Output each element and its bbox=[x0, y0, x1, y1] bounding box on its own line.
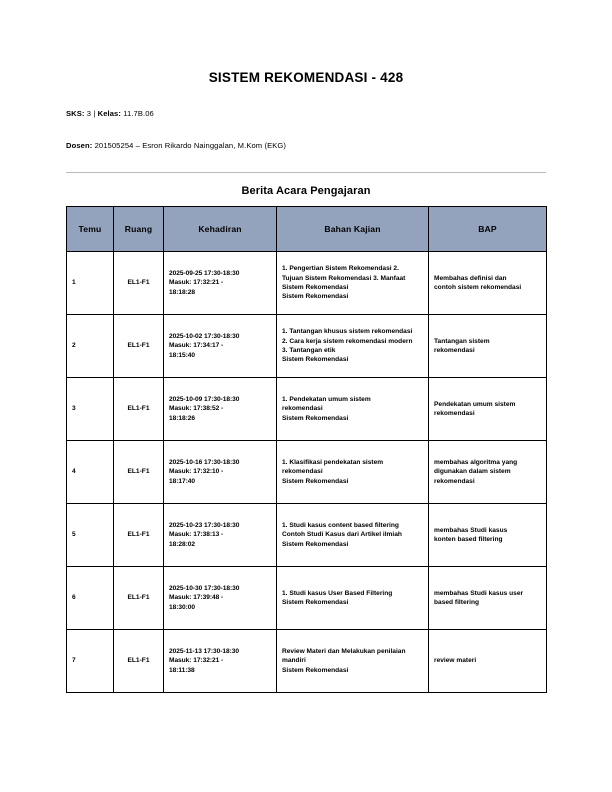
table-body bbox=[67, 252, 547, 693]
cell-ruang: EL1-F1 bbox=[114, 504, 164, 567]
cell-temu: 2 bbox=[67, 315, 114, 378]
cell-ruang: EL1-F1 bbox=[114, 567, 164, 630]
kajian-line-1: 1. Pendekatan umum sistem bbox=[282, 395, 371, 403]
column-header-temu: Temu bbox=[67, 207, 114, 252]
cell-bahan-kajian bbox=[277, 378, 429, 441]
kajian-line-2: 2. Cara kerja sistem rekomendasi modern bbox=[282, 337, 413, 345]
cell-temu: 7 bbox=[67, 630, 114, 693]
kajian-line-2: rekomendasi bbox=[282, 468, 323, 476]
cell-kehadiran bbox=[164, 567, 277, 630]
column-header-bahan-kajian: Bahan Kajian bbox=[277, 207, 429, 252]
kajian-line-4: Sistem Rekomendasi bbox=[282, 293, 349, 301]
kehadiran-line-3: 18:18:26 bbox=[169, 414, 195, 422]
kajian-line-2: Sistem Rekomendasi bbox=[282, 599, 349, 606]
cell-bahan-kajian bbox=[277, 504, 429, 567]
cell-bap bbox=[429, 252, 547, 315]
kehadiran-line-2: Masuk: 17:32:10 - bbox=[169, 468, 224, 476]
cell-bap bbox=[429, 630, 547, 693]
kehadiran-line-1: 2025-09-25 17:30-18:30 bbox=[169, 269, 240, 277]
bap-line-1: Membahas definisi dan bbox=[434, 274, 507, 282]
kehadiran-line-3: 18:15:40 bbox=[169, 351, 195, 359]
dosen-label: Dosen: bbox=[66, 141, 93, 150]
column-header-kehadiran: Kehadiran bbox=[164, 207, 277, 252]
kehadiran-line-1: 2025-10-30 17:30-18:30 bbox=[169, 584, 240, 592]
bap-line-1: membahas Studi kasus bbox=[434, 526, 508, 534]
kehadiran-line-2: Masuk: 17:32:21 - bbox=[169, 657, 224, 665]
document-content bbox=[66, 0, 546, 693]
kehadiran-line-1: 2025-10-16 17:30-18:30 bbox=[169, 458, 240, 466]
cell-bap bbox=[429, 315, 547, 378]
kajian-line-3: Sistem Rekomendasi bbox=[282, 477, 349, 485]
cell-bap bbox=[429, 441, 547, 504]
kajian-line-3: Sistem Rekomendasi bbox=[282, 284, 349, 291]
horizontal-divider bbox=[66, 172, 546, 173]
table-row bbox=[67, 252, 547, 315]
cell-kehadiran bbox=[164, 315, 277, 378]
kajian-line-1: 1. Tantangan khusus sistem rekomendasi bbox=[282, 328, 413, 336]
kehadiran-line-2: Masuk: 17:39:48 - bbox=[169, 594, 224, 602]
sks-value: 3 bbox=[86, 109, 92, 118]
cell-bahan-kajian bbox=[277, 630, 429, 693]
bap-line-1: membahas algoritma yang bbox=[434, 458, 518, 466]
bap-line-2: based filtering bbox=[434, 599, 480, 606]
cell-bahan-kajian bbox=[277, 441, 429, 504]
kehadiran-line-3: 18:11:38 bbox=[169, 666, 195, 674]
cell-kehadiran bbox=[164, 252, 277, 315]
table-row bbox=[67, 378, 547, 441]
cell-ruang: EL1-F1 bbox=[114, 252, 164, 315]
bap-line-1: Pendekatan umum sistem bbox=[434, 400, 516, 408]
bap-line-1: review materi bbox=[434, 657, 477, 665]
kajian-line-3: Sistem Rekomendasi bbox=[282, 540, 349, 548]
cell-ruang: EL1-F1 bbox=[114, 441, 164, 504]
cell-temu: 6 bbox=[67, 567, 114, 630]
kajian-line-2: mandiri bbox=[282, 657, 306, 665]
meta-separator: | bbox=[93, 109, 96, 118]
page-title: SISTEM REKOMENDASI - 428 bbox=[208, 70, 404, 85]
dosen-value: 201505254 – Esron Rikardo Nainggalan, M.Kom (EKG) bbox=[94, 141, 287, 150]
cell-bahan-kajian bbox=[277, 315, 429, 378]
bap-line-2: konten based filtering bbox=[434, 536, 503, 543]
cell-kehadiran bbox=[164, 441, 277, 504]
kajian-line-1: 1. Studi kasus content based filtering bbox=[282, 521, 399, 529]
sks-label: SKS: bbox=[66, 109, 85, 118]
cell-bap bbox=[429, 567, 547, 630]
table-row bbox=[67, 504, 547, 567]
table-row bbox=[67, 567, 547, 630]
cell-ruang: EL1-F1 bbox=[114, 630, 164, 693]
kehadiran-line-3: 18:30:00 bbox=[169, 603, 195, 611]
bap-line-1: Tantangan sistem bbox=[434, 337, 490, 345]
lecturer-meta-line bbox=[66, 141, 546, 150]
kajian-line-2: rekomendasi bbox=[282, 405, 323, 413]
kajian-line-1: 1. Klasifikasi pendekatan sistem bbox=[282, 458, 384, 466]
kehadiran-line-1: 2025-11-13 17:30-18:30 bbox=[169, 647, 240, 655]
kajian-line-3: Sistem Rekomendasi bbox=[282, 666, 349, 674]
kelas-value: 11.7B.06 bbox=[123, 109, 154, 118]
cell-ruang: EL1-F1 bbox=[114, 315, 164, 378]
cell-temu: 3 bbox=[67, 378, 114, 441]
bap-line-2: rekomendasi bbox=[434, 347, 475, 354]
bap-line-2: contoh sistem rekomendasi bbox=[434, 284, 522, 291]
kehadiran-line-2: Masuk: 17:38:52 - bbox=[169, 405, 224, 413]
cell-bap bbox=[429, 504, 547, 567]
table-row bbox=[67, 441, 547, 504]
cell-temu: 5 bbox=[67, 504, 114, 567]
kehadiran-line-1: 2025-10-09 17:30-18:30 bbox=[169, 395, 240, 403]
kehadiran-line-3: 18:28:02 bbox=[169, 540, 195, 548]
cell-temu: 1 bbox=[67, 252, 114, 315]
cell-bahan-kajian bbox=[277, 567, 429, 630]
kehadiran-line-3: 18:17:40 bbox=[169, 477, 195, 485]
column-header-ruang: Ruang bbox=[114, 207, 164, 252]
bap-line-2: digunakan dalam sistem bbox=[434, 468, 511, 476]
kehadiran-line-1: 2025-10-23 17:30-18:30 bbox=[169, 521, 240, 529]
cell-kehadiran bbox=[164, 630, 277, 693]
kajian-line-2: Contoh Studi Kasus dari Artikel ilmiah bbox=[282, 531, 402, 539]
table-row bbox=[67, 315, 547, 378]
bap-line-2: rekomendasi bbox=[434, 410, 475, 417]
kelas-label: Kelas: bbox=[97, 109, 122, 118]
teaching-log-table bbox=[66, 206, 547, 693]
kajian-line-3: Sistem Rekomendasi bbox=[282, 414, 349, 422]
kajian-line-1: 1. Studi kasus User Based Filtering bbox=[282, 589, 393, 597]
course-meta-line bbox=[66, 109, 546, 118]
kehadiran-line-3: 18:18:28 bbox=[169, 288, 195, 296]
table-header bbox=[67, 207, 547, 252]
kehadiran-line-2: Masuk: 17:32:21 - bbox=[169, 279, 224, 287]
kajian-line-1: Review Materi dan Melakukan penilaian bbox=[282, 647, 406, 655]
bap-line-1: membahas Studi kasus user bbox=[434, 589, 524, 597]
kajian-line-1: 1. Pengertian Sistem Rekomendasi 2. bbox=[282, 265, 399, 273]
section-title: Berita Acara Pengajaran bbox=[241, 185, 371, 197]
cell-bap bbox=[429, 378, 547, 441]
cell-temu: 4 bbox=[67, 441, 114, 504]
cell-ruang: EL1-F1 bbox=[114, 378, 164, 441]
cell-kehadiran bbox=[164, 504, 277, 567]
table-row bbox=[67, 630, 547, 693]
kehadiran-line-1: 2025-10-02 17:30-18:30 bbox=[169, 332, 240, 340]
bap-line-3: rekomendasi bbox=[434, 477, 475, 485]
cell-kehadiran bbox=[164, 378, 277, 441]
column-header-bap: BAP bbox=[429, 207, 547, 252]
kehadiran-line-2: Masuk: 17:38:13 - bbox=[169, 531, 224, 539]
kehadiran-line-2: Masuk: 17:34:17 - bbox=[169, 342, 224, 350]
kajian-line-2: Tujuan Sistem Rekomendasi 3. Manfaat bbox=[282, 274, 406, 282]
kajian-line-4: Sistem Rekomendasi bbox=[282, 356, 349, 364]
table-header-row bbox=[67, 207, 547, 252]
cell-bahan-kajian bbox=[277, 252, 429, 315]
kajian-line-3: 3. Tantangan etik bbox=[282, 347, 336, 354]
